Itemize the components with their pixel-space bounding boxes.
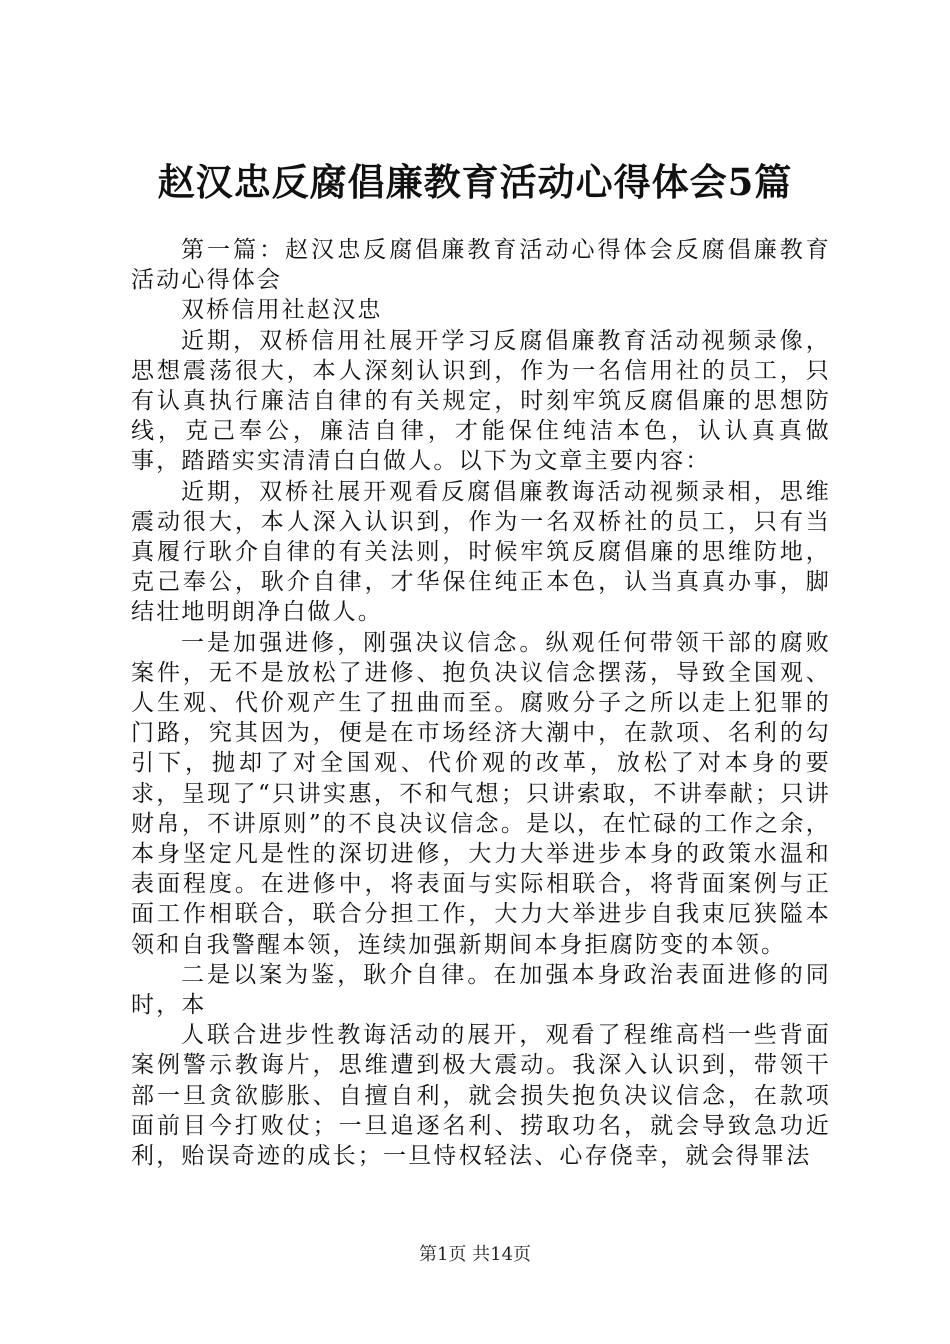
paragraph: 二是以案为鉴，耿介自律。在加强本身政治表面进修的同时，本: [131, 961, 831, 1019]
paragraph-heading: 第一篇：赵汉忠反腐倡廉教育活动心得体会反腐倡廉教育活动心得体会: [131, 237, 831, 294]
document-body: [131, 235, 831, 1171]
document-title: 赵汉忠反腐倡廉教育活动心得体会5篇: [157, 160, 793, 204]
paragraph: 近期，双桥信用社展开学习反腐倡廉教育活动视频录像，思想震荡很大，本人深刻认识到，作为一名信用社的员工，只有认真执行廉洁自律的有关规定，时刻牢筑反腐倡廉的思想防线，克己奉公，廉洁自律，才能保住纯洁本色，认认真真做事，踏踏实实清清白白做人。以下为文章主要内容：: [131, 327, 831, 475]
paragraph: 人联合进步性教诲活动的展开，观看了程维高档一些背面案例警示教诲片，思维遭到极大震动。我深入认识到，带领干部一旦贪欲膨胀、自擅自利，就会损失抱负决议信念，在款项面前目今打败仗；一旦追逐名利、捞取功名，就会导致急功近利，贻误奇迹的成长；一旦恃权轻法、心存侥幸，就会得罪法: [131, 1022, 831, 1170]
paragraph-author: 双桥信用社赵汉忠: [181, 297, 383, 324]
paragraph: 近期，双桥社展开观看反腐倡廉教诲活动视频录相，思维震动很大，本人深入认识到，作为一名双桥社的员工，只有当真履行耿介自律的有关法则，时候牢筑反腐倡廉的思维防地，克己奉公，耿介自律，才华保住纯正本色，认当真真办事，脚结壮地明朗净白做人。: [131, 478, 831, 626]
page-footer: 第1页 共14页: [418, 1244, 532, 1265]
paragraph: 一是加强进修，刚强决议信念。纵观任何带领干部的腐败案件，无不是放松了进修、抱负决议信念摆荡，导致全国观、人生观、代价观产生了扭曲而至。腐败分子之所以走上犯罪的门路，究其因为，便是在市场经济大潮中，在款项、名利的勾引下，抛却了对全国观、代价观的改革，放松了对本身的要求，呈现了“只讲实惠，不和气想；只讲索取，不讲奉献；只讲财帛，不讲原则”的不良决议信念。是以，在忙碌的工作之余，本身坚定凡是性的深切进修，大力大举进步本身的政策水温和表面程度。在进修中，将表面与实际相联合，将背面案例与正面工作相联合，联合分担工作，大力大举进步自我束厄狭隘本领和自我警醒本领，连续加强新期间本身拒腐防变的本领。: [131, 629, 831, 958]
